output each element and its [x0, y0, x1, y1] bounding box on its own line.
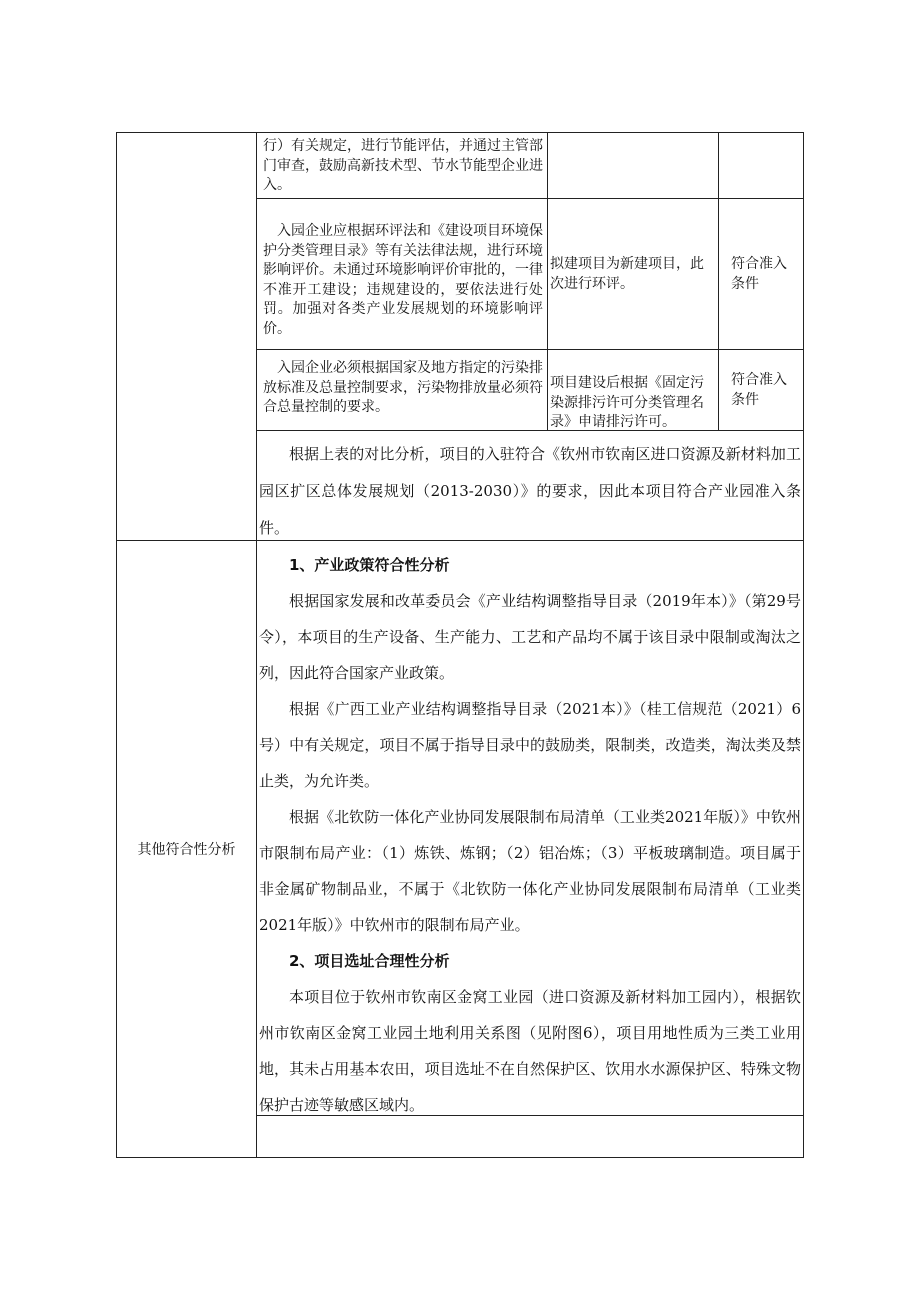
section-heading: 2、项目选址合理性分析: [289, 952, 450, 970]
divider: [256, 198, 804, 199]
table-row-result: [719, 371, 803, 410]
summary-text: 根据上表的对比分析，项目的入驻符合《钦州市钦南区进口资源及新材料加工园区扩区总体发展规划（2013-2030）》的要求，因此本项目符合产业园准入条件。: [259, 445, 801, 537]
project-text: 拟建项目为新建项目，此次进行环评。: [550, 256, 704, 292]
requirement-text: 行）有关规定，进行节能评估，并通过主管部门审查，鼓励高新技术型、节水节能型企业进入。: [263, 138, 543, 193]
result-text: 符合准入条件: [731, 372, 787, 408]
section-label: 其他符合性分析: [137, 842, 236, 858]
result-text: 符合准入条件: [731, 256, 787, 292]
paragraph: 根据国家发展和改革委员会《产业结构调整指导目录（2019年本）》（第29号令），本项目的生产设备、生产能力、工艺和产品均不属于该目录中限制或淘汰之列，因此符合国家产业政策。: [259, 592, 801, 682]
paragraph: 根据《北钦防一体化产业协同发展限制布局清单（工业类2021年版）》中钦州市限制布局产业：（1）炼铁、炼钢；（2）铝冶炼；（3）平板玻璃制造。项目属于非金属矿物制品业，不属于《北钦防一体化产业协同发展限制布局清单（工业类2021年版）》中钦州市的限制布局产业。: [259, 808, 801, 934]
paragraph: 本项目位于钦州市钦南区金窝工业园（进口资源及新材料加工园内），根据钦州市钦南区金窝工业园土地利用关系图（见附图6），项目用地性质为三类工业用地，其未占用基本农田，项目选址不在自然保护区、饮用水水源保护区、特殊文物保护古迹等敏感区域内。: [259, 988, 801, 1114]
requirement-text: 入园企业必须根据国家及地方指定的污染排放标准及总量控制要求，污染物排放量必须符合总量控制的要求。: [263, 360, 543, 415]
table-row-requirement: [257, 222, 547, 339]
paragraph: 根据《广西工业产业结构调整指导目录（2021本）》（桂工信规范（2021）6号）中有关规定，项目不属于指导目录中的鼓励类，限制类，改造类，淘汰类及禁止类，为允许类。: [259, 700, 801, 790]
divider: [256, 430, 804, 431]
table-row-result: [719, 255, 803, 294]
table-row-requirement: [257, 137, 547, 196]
requirement-text: 入园企业应根据环评法和《建设项目环境保护分类管理目录》等有关法律法规，进行环境影响评价。未通过环境影响评价审批的，一律不准开工建设；违规建设的，要依法进行处罚。加强对各类产业发展规划的环境影响评价。: [263, 223, 543, 337]
table-row-project: [548, 255, 718, 294]
compliance-table: [116, 132, 804, 1158]
table-row-project: [548, 374, 718, 433]
project-text: 项目建设后根据《固定污染源排污许可分类管理名录》申请排污许可。: [550, 375, 704, 430]
table-row-requirement: [257, 359, 547, 418]
table-summary: [257, 436, 803, 547]
section-heading: 1、产业政策符合性分析: [289, 556, 450, 574]
divider: [256, 349, 804, 350]
other-analysis-content: [257, 547, 803, 1123]
